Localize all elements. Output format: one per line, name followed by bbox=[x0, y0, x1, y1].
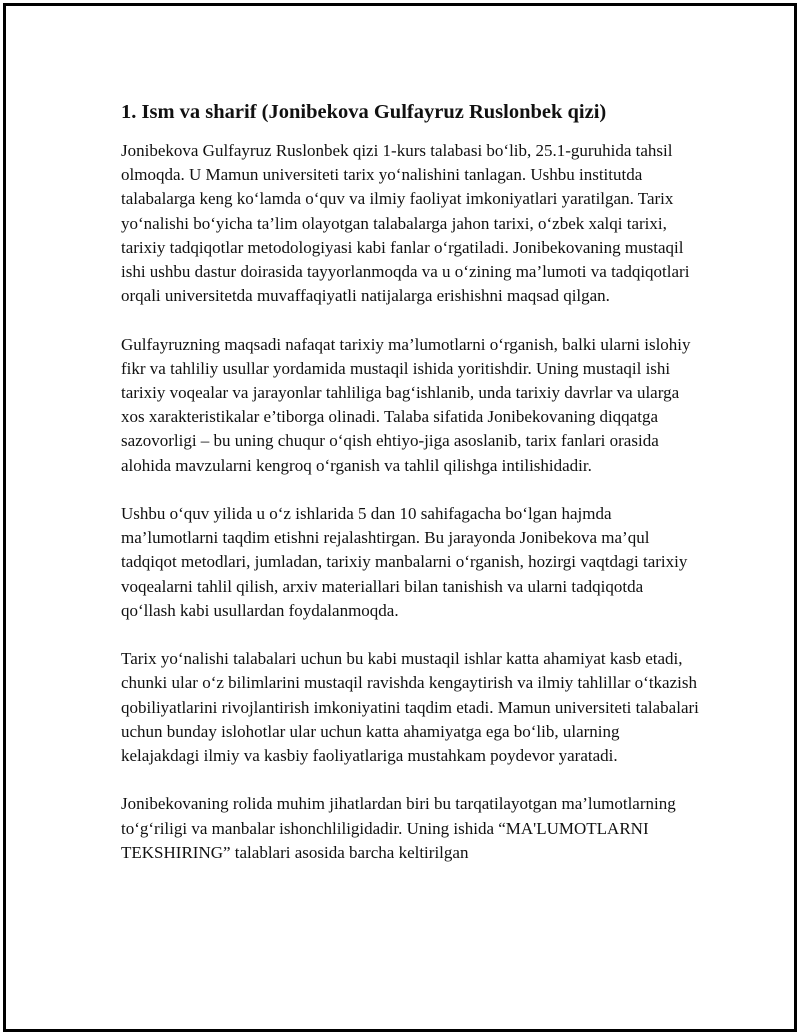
paragraph-1: Jonibekova Gulfayruz Ruslonbek qizi 1-kurs talabasi bo‘lib, 25.1-guruhida tahsil olmoqda. U Mamun universiteti tarix yo‘nalishini tanlagan. Ushbu institutda talabalarga keng ko‘lamda o‘quv va ilmiy faoliyat imkoniyatlari yaratilgan. Tarix yo‘nalishi bo‘yicha ta’lim olayotgan talabalarga jahon tarixi, o‘zbek xalqi tarixi, tarixiy tadqiqotlar metodologiyasi kabi fanlar o‘rgatiladi. Jonibekovaning mustaqil ishi ushbu dastur doirasida tayyorlanmoqda va u o‘zining ma’lumoti va tadqiqotlari orqali universitetda muvaffaqiyatli natijalarga erishishni maqsad qilgan. bbox=[121, 141, 690, 306]
paragraph-2: Gulfayruzning maqsadi nafaqat tarixiy ma’lumotlarni o‘rganish, balki ularni islohiy fikr va tahliliy usullar yordamida mustaqil ishida yoritishdir. Uning mustaqil ishi tarixiy voqealar va jarayonlar tahliliga bag‘ishlanib, unda tarixiy davrlar va ularga xos xarakteristikalar e’tiborga olinadi. Talaba sifatida Jonibekovaning diqqatga sazovorligi – bu uning chuqur o‘qish ehtiyo-jiga asoslanib, tarix fanlari orasida alohida mavzularni kengroq o‘rganish va tahlil qilishga intilishidadir. bbox=[121, 334, 691, 475]
document-content bbox=[121, 99, 701, 889]
paragraph-4: Tarix yo‘nalishi talabalari uchun bu kabi mustaqil ishlar katta ahamiyat kasb etadi, chunki ular o‘z bilimlarini mustaqil ravishda kengaytirish va ilmiy tahlillar o‘tkazish qobiliyatlarini rivojlantirish imkoniyatini taqdim etadi. Mamun universiteti talabalari uchun bunday islohotlar ular uchun katta ahamiyatga ega bo‘lib, ularning kelajakdagi ilmiy va kasbiy faoliyatlariga mustahkam poydevor yaratadi. bbox=[121, 649, 699, 766]
paragraph-3: Ushbu o‘quv yilida u o‘z ishlarida 5 dan 10 sahifagacha bo‘lgan hajmda ma’lumotlarni taqdim etishni rejalashtirgan. Bu jarayonda Jonibekova ma’qul tadqiqot metodlari, jumladan, tarixiy manbalarni o‘rganish, hozirgi vaqtdagi tarixiy voqealarni tahlil qilish, arxiv materiallari bilan tanishish va ularni tadqiqotda qo‘llash kabi usullardan foydalanmoqda. bbox=[121, 504, 688, 620]
document-page bbox=[3, 3, 797, 1032]
section-heading: 1. Ism va sharif (Jonibekova Gulfayruz Ruslonbek qizi) bbox=[121, 101, 607, 123]
paragraph-5: Jonibekovaning rolida muhim jihatlardan biri bu tarqatilayotgan ma’lumotlarning to‘g‘riligi va manbalar ishonchliligidadir. Uning ishida “MA'LUMOTLARNI TEKSHIRING” talablari asosida barcha keltirilgan bbox=[121, 794, 676, 862]
